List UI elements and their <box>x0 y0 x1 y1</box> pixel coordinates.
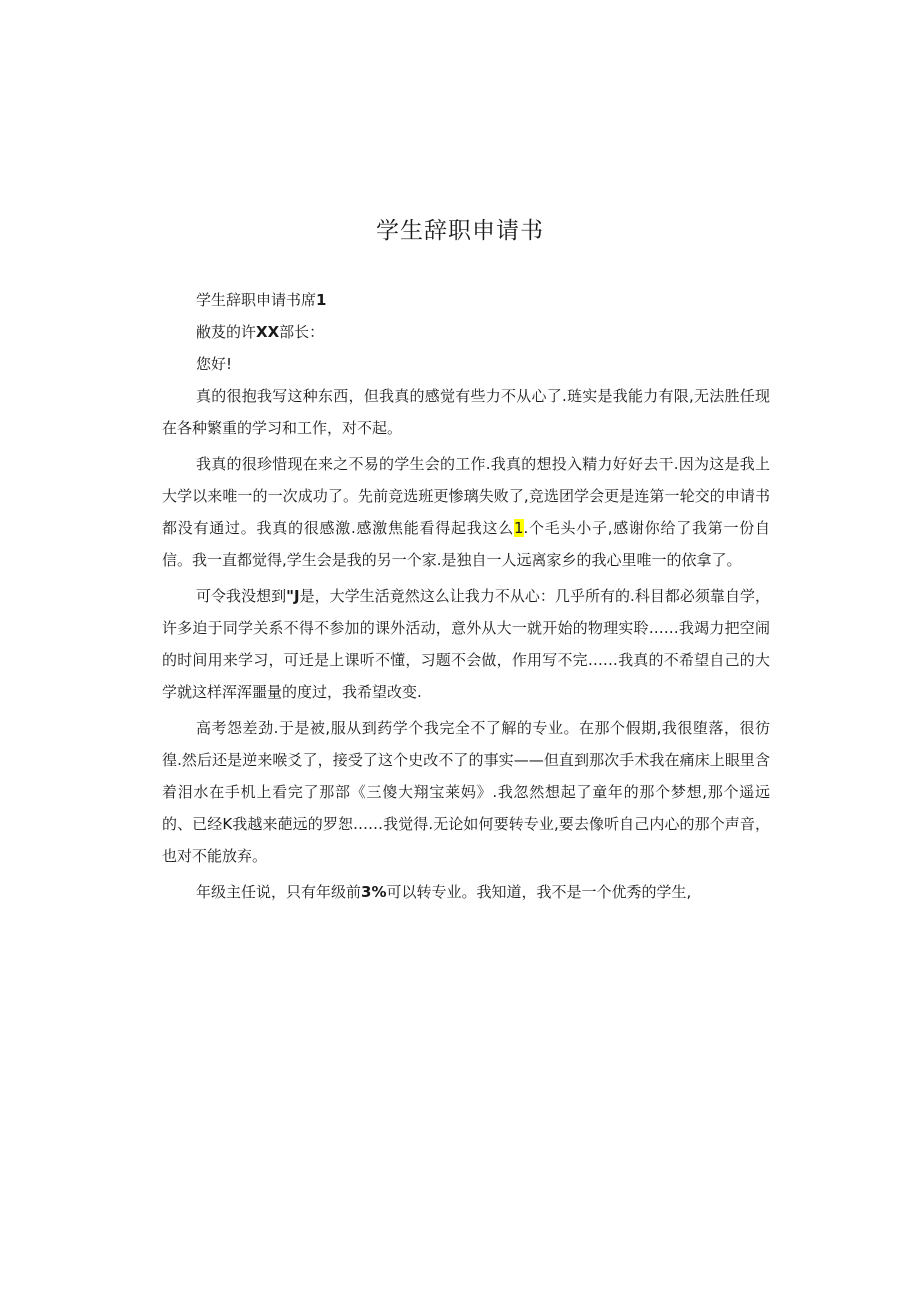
document-body <box>162 284 770 908</box>
paragraph-3-text-b: 是，大学生活竟然这么让我力不从心：几乎所有的.科目都必须靠自学，许多迫于同学关系不得不参加的课外活动，意外从大一就开始的物理实聆……我竭力把空闹的时间用来学习，可迁是上课听不懂，习题不会做，作用写不完……我真的不希望自己的大学就这样浑浑噩量的度过，我希望改变. <box>162 587 770 701</box>
paragraph-5-text-a: 年级主任说，只有年级前 <box>196 883 362 901</box>
paragraph-5 <box>162 876 770 908</box>
highlighted-number: 1 <box>513 519 524 537</box>
paragraph-3-text-a: 可令我没想到 <box>196 587 287 605</box>
document-title: 学生辞职申请书 <box>376 218 544 244</box>
paragraph-2-text-a: 我真的很珍惜现在来之不易的学生会的工作.我真的想投入精力好好去干.因为这是我上大学以来唯一的一次成功了。先前竞选班更惨璃失败了,竞选团学会更是连第一轮交的申请书都没有通过。我真的很感激.感激焦能看得起我这么 <box>162 455 770 537</box>
subtitle-line <box>162 284 770 316</box>
paragraph-1: 真的很抱我写这种东西，但我真的感觉有些力不从心了.琏实是我能力有限,无法胜任现在各种繁重的学习和工作，对不起。 <box>162 387 770 437</box>
salutation-prefix: 敝芨的许 <box>196 323 257 341</box>
paragraph-3-bold: "J <box>286 587 300 605</box>
paragraph-4: 高考怨差劲.于是被,服从到药学个我完全不了解的专业。在那个假期,我很堕落，很彷徨.然后还是逆来喉爻了，接受了这个史改不了的事实——但直到那次手术我在痛床上眼里含着泪水在手机上看完了那部《三傻大翔宝莱妈》.我忽然想起了童年的那个梦想,那个遥远的、已经K我越来葩远的罗恕……我觉得.无论如何要转专业,要去像听自己内心的那个声音，也对不能放弃。 <box>162 719 770 865</box>
paragraph-3 <box>162 580 770 708</box>
paragraph-2 <box>162 448 770 576</box>
salutation-name: XX <box>256 323 280 341</box>
salutation-suffix: 部长： <box>279 323 325 341</box>
subtitle-number: 1 <box>316 291 327 309</box>
greeting-line: 您好! <box>196 355 233 373</box>
paragraph-5-bold: 3% <box>361 883 387 901</box>
subtitle-text: 学生辞职申请书席 <box>196 291 317 309</box>
paragraph-5-text-b: 可以转专业。我知道，我不是一个优秀的学生, <box>386 883 692 901</box>
paragraph-2-text-b: .个毛头小子,感谢你给了我第一份自信。我一直都觉得,学生会是我的另一个家.是独自一人远离家乡的我心里唯一的依拿了。 <box>162 519 770 569</box>
salutation-line <box>162 316 770 348</box>
